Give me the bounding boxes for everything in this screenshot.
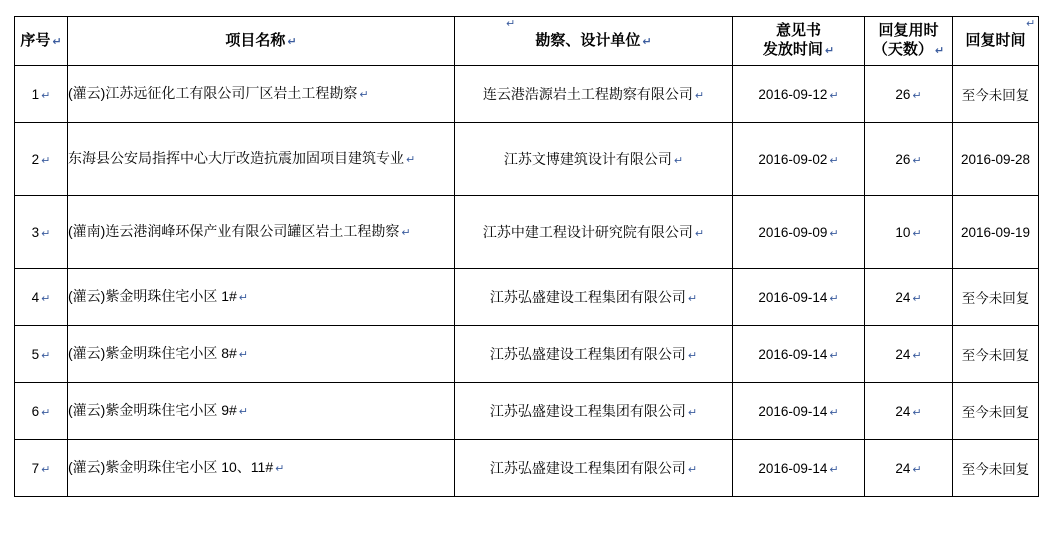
cell-project-name-text: (灌云)江苏远征化工有限公司厂区岩土工程勘察: [68, 85, 358, 102]
cell-survey-design-unit: [455, 123, 733, 196]
paragraph-mark-icon: ↵: [687, 406, 698, 419]
paragraph-mark-icon: ↵: [912, 348, 922, 362]
cell-reply-date: [953, 326, 1039, 383]
cell-survey-design-unit: [455, 440, 733, 497]
paragraph-mark-icon: ↵: [506, 17, 516, 30]
cell-index: [15, 123, 68, 196]
cell-project-name: [68, 440, 455, 497]
cell-reply-days-text: 24: [895, 346, 911, 362]
cell-issue-date: [733, 269, 865, 326]
cell-issue-date-text: 2016-09-12: [758, 86, 828, 102]
cell-reply-date-text: 至今未回复: [961, 462, 1030, 477]
table-row: [15, 269, 1039, 326]
cell-index: [15, 66, 68, 123]
cell-issue-date-text: 2016-09-14: [758, 403, 828, 419]
cell-project-name: [68, 326, 455, 383]
paragraph-mark-icon: ↵: [238, 405, 249, 419]
paragraph-mark-icon: ↵: [829, 153, 839, 167]
table-row: [15, 326, 1039, 383]
cell-issue-date-text: 2016-09-14: [758, 289, 828, 305]
cell-project-name: [68, 196, 455, 269]
paragraph-mark-icon: ↵: [287, 34, 297, 48]
cell-project-name-text: (灌云)紫金明珠住宅小区 8#: [68, 345, 237, 362]
paragraph-mark-icon: ↵: [829, 348, 839, 362]
cell-project-name-text: 东海县公安局指挥中心大厅改造抗震加固项目建筑专业: [68, 150, 404, 167]
cell-reply-days: [865, 66, 953, 123]
cell-reply-days-text: 24: [895, 403, 911, 419]
table-row: [15, 383, 1039, 440]
cell-reply-date-text: 至今未回复: [961, 88, 1030, 103]
cell-reply-date-text: 2016-09-19: [960, 224, 1031, 240]
paragraph-mark-icon: ↵: [687, 463, 698, 476]
cell-issue-date-text: 2016-09-14: [758, 460, 828, 476]
cell-survey-design-unit-text: 江苏文博建筑设计有限公司: [503, 151, 672, 167]
cell-index-text: 4: [31, 289, 40, 305]
document-page: [0, 16, 1052, 558]
column-header-reply-days-line1: 回复用时: [878, 22, 939, 40]
cell-issue-date: [733, 440, 865, 497]
cell-project-name-text: (灌云)紫金明珠住宅小区 1#: [68, 288, 237, 305]
cell-issue-date: [733, 326, 865, 383]
cell-survey-design-unit: [455, 326, 733, 383]
cell-index-text: 1: [31, 86, 40, 102]
cell-reply-days: [865, 383, 953, 440]
column-header-reply-days-line2: （天数）: [872, 41, 933, 58]
cell-reply-date: [953, 383, 1039, 440]
cell-reply-date: [953, 269, 1039, 326]
paragraph-mark-icon: ↵: [41, 88, 51, 102]
paragraph-mark-icon: ↵: [912, 405, 922, 419]
paragraph-mark-icon: ↵: [238, 291, 249, 305]
paragraph-mark-icon: ↵: [687, 292, 698, 305]
cell-reply-date: [953, 440, 1039, 497]
paragraph-mark-icon: ↵: [52, 34, 62, 48]
cell-project-name: [68, 123, 455, 196]
table-row: [15, 123, 1039, 196]
cell-reply-date: [953, 196, 1039, 269]
cell-reply-days: [865, 269, 953, 326]
cell-issue-date-text: 2016-09-02: [758, 151, 828, 167]
paragraph-mark-icon: ↵: [41, 226, 51, 240]
paragraph-mark-icon: ↵: [401, 226, 411, 240]
paragraph-mark-icon: ↵: [829, 405, 839, 419]
cell-index-text: 2: [31, 151, 40, 167]
cell-survey-design-unit-text: 江苏中建工程设计研究院有限公司: [482, 224, 693, 240]
cell-survey-design-unit-text: 江苏弘盛建设工程集团有限公司: [489, 346, 686, 362]
cell-reply-days: [865, 440, 953, 497]
cell-survey-design-unit: [455, 383, 733, 440]
cell-index-text: 5: [31, 346, 40, 362]
cell-project-name-text: (灌南)连云港润峰环保产业有限公司罐区岩土工程勘察: [68, 223, 400, 240]
paragraph-mark-icon: ↵: [1026, 17, 1036, 30]
cell-issue-date: [733, 383, 865, 440]
column-header-reply-date-label: 回复时间: [965, 31, 1026, 49]
paragraph-mark-icon: ↵: [829, 291, 839, 305]
paragraph-mark-icon: ↵: [934, 44, 945, 57]
cell-project-name: [68, 383, 455, 440]
column-header-issue-date-line2: 发放时间: [762, 41, 823, 58]
cell-reply-date-text: 至今未回复: [961, 348, 1030, 363]
cell-project-name-text: (灌云)紫金明珠住宅小区 10、11#: [68, 459, 274, 476]
cell-reply-days-text: 24: [895, 289, 911, 305]
paragraph-mark-icon: ↵: [912, 226, 922, 240]
cell-issue-date-text: 2016-09-14: [758, 346, 828, 362]
cell-index-text: 3: [31, 224, 40, 240]
table-row: [15, 66, 1039, 123]
cell-issue-date: [733, 196, 865, 269]
paragraph-mark-icon: ↵: [694, 89, 705, 102]
cell-survey-design-unit-text: 连云港浩源岩土工程勘察有限公司: [482, 86, 693, 102]
paragraph-mark-icon: ↵: [912, 88, 922, 102]
cell-reply-date-text: 至今未回复: [961, 291, 1030, 306]
cell-project-name: [68, 269, 455, 326]
table-row: [15, 440, 1039, 497]
cell-reply-date-text: 2016-09-28: [960, 151, 1031, 167]
paragraph-mark-icon: ↵: [41, 462, 51, 476]
column-header-issue-date-line1: 意见书: [775, 22, 821, 40]
paragraph-mark-icon: ↵: [275, 462, 285, 476]
column-header-index-label: 序号: [20, 31, 51, 49]
paragraph-mark-icon: ↵: [238, 348, 249, 362]
cell-issue-date: [733, 123, 865, 196]
cell-issue-date-text: 2016-09-09: [758, 224, 828, 240]
cell-index: [15, 196, 68, 269]
paragraph-mark-icon: ↵: [359, 88, 369, 102]
cell-reply-days-text: 24: [895, 460, 911, 476]
paragraph-mark-icon: ↵: [912, 291, 922, 305]
paragraph-mark-icon: ↵: [829, 226, 839, 240]
cell-survey-design-unit-text: 江苏弘盛建设工程集团有限公司: [489, 460, 686, 476]
paragraph-mark-icon: ↵: [673, 154, 684, 167]
paragraph-mark-icon: ↵: [41, 291, 51, 305]
paragraph-mark-icon: ↵: [694, 227, 705, 240]
top-paragraph-marks: [0, 16, 1052, 32]
paragraph-mark-icon: ↵: [642, 34, 652, 48]
cell-issue-date: [733, 66, 865, 123]
cell-reply-days: [865, 196, 953, 269]
cell-project-name: [68, 66, 455, 123]
cell-index: [15, 440, 68, 497]
cell-reply-date: [953, 123, 1039, 196]
paragraph-mark-icon: ↵: [829, 88, 839, 102]
cell-index-text: 6: [31, 403, 40, 419]
cell-reply-date: [953, 66, 1039, 123]
paragraph-mark-icon: ↵: [406, 153, 416, 167]
column-header-survey-design-unit-label: 勘察、设计单位: [535, 31, 641, 49]
cell-reply-date-text: 至今未回复: [961, 405, 1030, 420]
table-row: [15, 196, 1039, 269]
cell-survey-design-unit: [455, 66, 733, 123]
column-header-project-name-label: 项目名称: [225, 31, 286, 49]
cell-reply-days-text: 10: [895, 224, 911, 240]
reply-status-table: [14, 16, 1039, 497]
paragraph-mark-icon: ↵: [687, 349, 698, 362]
paragraph-mark-icon: ↵: [41, 348, 51, 362]
cell-reply-days: [865, 326, 953, 383]
paragraph-mark-icon: ↵: [829, 462, 839, 476]
cell-reply-days: [865, 123, 953, 196]
cell-survey-design-unit: [455, 196, 733, 269]
paragraph-mark-icon: ↵: [41, 153, 51, 167]
cell-index-text: 7: [31, 460, 40, 476]
cell-reply-days-text: 26: [895, 86, 911, 102]
paragraph-mark-icon: ↵: [912, 462, 922, 476]
cell-survey-design-unit-text: 江苏弘盛建设工程集团有限公司: [489, 289, 686, 305]
cell-index: [15, 383, 68, 440]
cell-survey-design-unit: [455, 269, 733, 326]
cell-project-name-text: (灌云)紫金明珠住宅小区 9#: [68, 402, 237, 419]
paragraph-mark-icon: ↵: [912, 153, 922, 167]
paragraph-mark-icon: ↵: [41, 405, 51, 419]
cell-survey-design-unit-text: 江苏弘盛建设工程集团有限公司: [489, 403, 686, 419]
paragraph-mark-icon: ↵: [824, 44, 835, 57]
cell-index: [15, 269, 68, 326]
cell-reply-days-text: 26: [895, 151, 911, 167]
cell-index: [15, 326, 68, 383]
